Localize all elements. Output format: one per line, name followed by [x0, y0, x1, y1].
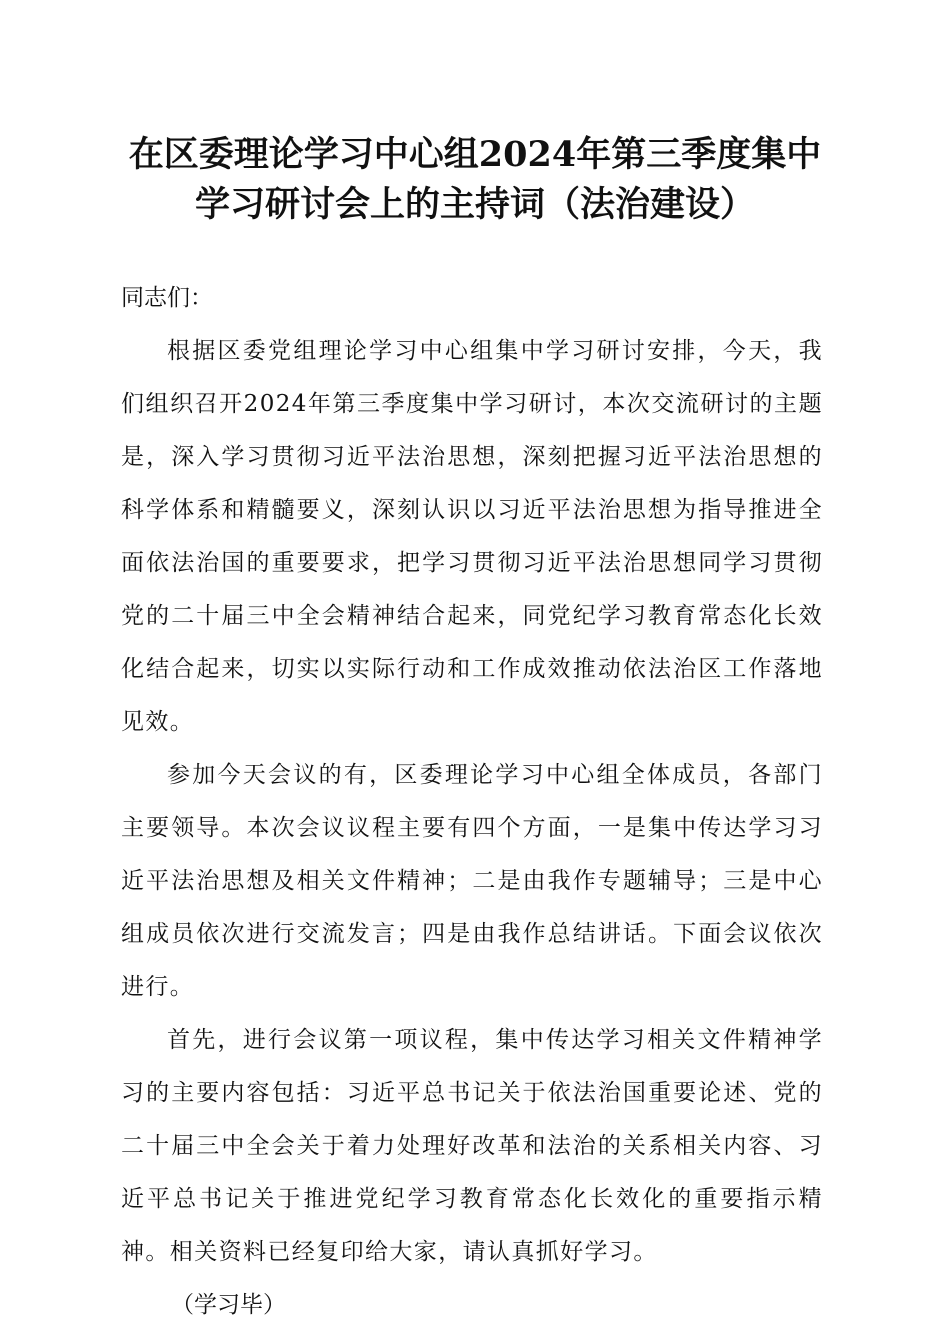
document-title: [100, 130, 850, 230]
paragraph-1: 根据区委党组理论学习中心组集中学习研讨安排，今天，我们组织召开2024年第三季度集中学习研讨，本次交流研讨的主题是，深入学习贯彻习近平法治思想，深刻把握习近平法治思想的科学体系和精髓要义，深刻认识以习近平法治思想为指导推进全面依法治国的重要要求，把学习贯彻习近平法治思想同学习贯彻党的二十届三中全会精神结合起来，同党纪学习教育常态化长效化结合起来，切实以实际行动和工作成效推动依法治区工作落地见效。: [121, 338, 823, 735]
title-line-1: 在区委理论学习中心组2024年第三季度集中: [128, 134, 822, 175]
paragraph-3: 首先，进行会议第一项议程，集中传达学习相关文件精神学习的主要内容包括：习近平总书记关于依法治国重要论述、党的二十届三中全会关于着力处理好改革和法治的关系相关内容、习近平总书记关于推进党纪学习教育常态化长效化的重要指示精神。相关资料已经复印给大家，请认真抓好学习。: [121, 1027, 823, 1265]
document-body: [121, 272, 823, 1332]
paragraph-2: 参加今天会议的有，区委理论学习中心组全体成员，各部门主要领导。本次会议议程主要有四个方面，一是集中传达学习习近平法治思想及相关文件精神；二是由我作专题辅导；三是中心组成员依次进行交流发言；四是由我作总结讲话。下面会议依次进行。: [121, 762, 823, 1000]
title-line-2: 学习研讨会上的主持词（法治建设）: [194, 184, 755, 225]
closing-note: （学习毕）: [171, 1292, 286, 1318]
greeting: 同志们：: [121, 285, 213, 311]
